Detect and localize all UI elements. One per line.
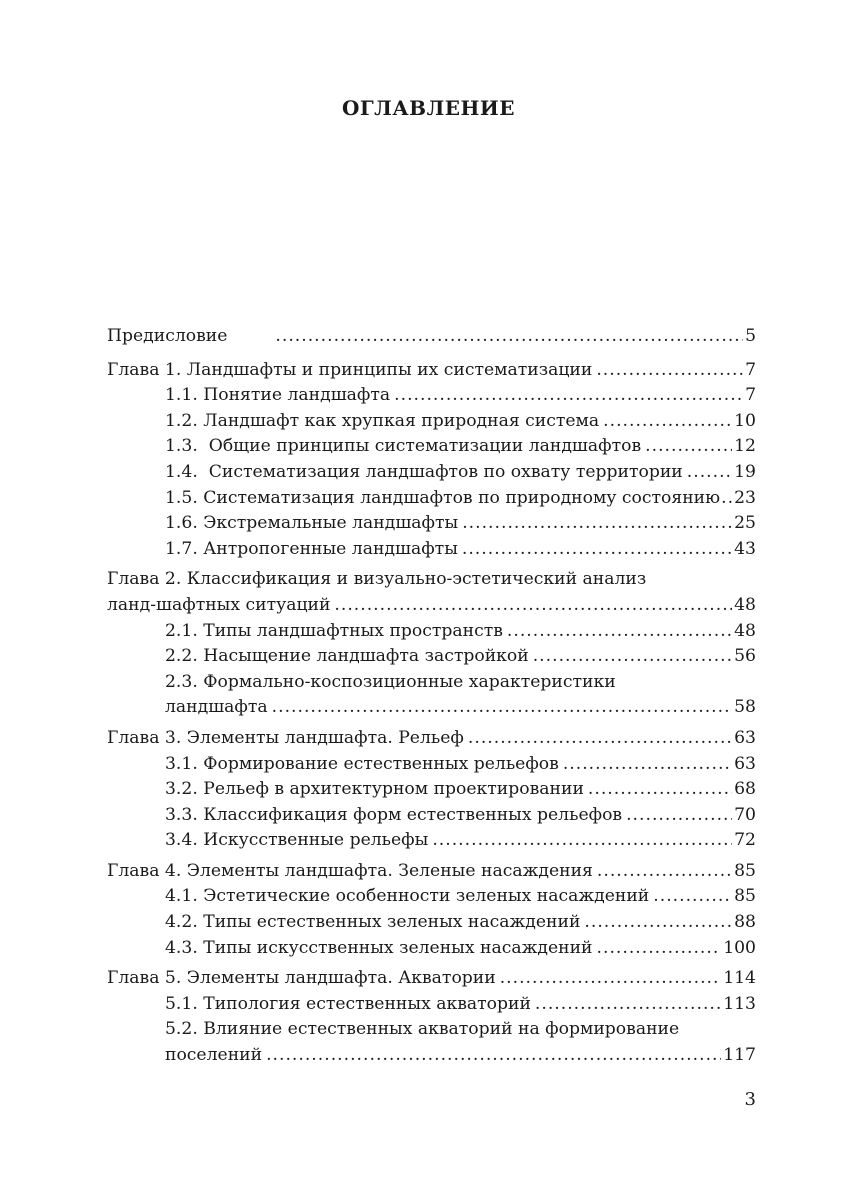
- dot-leader: [597, 859, 732, 885]
- toc-entry-label: 2.2. Насыщение ландшафта застройкой: [165, 646, 529, 667]
- toc-entry-page: 63: [734, 727, 756, 748]
- toc-section-5-2-line1[interactable]: [107, 1017, 756, 1043]
- toc-section-1-7[interactable]: [107, 537, 756, 563]
- toc-entry-page: 100: [723, 937, 756, 958]
- toc-section-1-6[interactable]: [107, 511, 756, 537]
- toc-entry-label: Глава 2. Классификация и визуально-эстетический анализ: [107, 569, 647, 590]
- toc-entry-page: 56: [734, 646, 756, 667]
- toc-entry-page: 113: [723, 993, 756, 1014]
- toc-entry-label: 1.2. Ландшафт как хрупкая природная система: [165, 410, 600, 431]
- toc-section-1-1[interactable]: [107, 383, 756, 409]
- dot-leader: [588, 777, 732, 803]
- toc-entry-label: 1.6. Экстремальные ландшафты: [165, 513, 459, 534]
- toc-entry-label: Глава 5. Элементы ландшафта. Акватории: [107, 968, 496, 989]
- toc-entry-label: 3.1. Формирование естественных рельефов: [165, 753, 559, 774]
- toc-entry-page: 48: [734, 620, 756, 641]
- toc-chapter-3[interactable]: [107, 726, 756, 752]
- toc-entry-label: Глава 1. Ландшафты и принципы их систематизации: [107, 359, 593, 380]
- toc-entry-label: 1.1. Понятие ландшафта: [165, 385, 391, 406]
- toc-entry-label: 3.4. Искусственные рельефы: [165, 830, 429, 851]
- dot-leader: [462, 511, 732, 537]
- dot-leader: [563, 752, 732, 778]
- dot-leader: [266, 1043, 721, 1069]
- toc-section-2-1[interactable]: [107, 619, 756, 645]
- toc-entry-page: 70: [734, 804, 756, 825]
- toc-entry-label: ланд-шафтных ситуаций: [107, 594, 331, 615]
- toc-entry-label: ландшафта: [165, 697, 268, 718]
- toc-entry-page: 114: [723, 968, 756, 989]
- toc-entry-page: 117: [723, 1045, 756, 1066]
- toc-chapter-4[interactable]: [107, 859, 756, 885]
- toc-entry-label: 5.2. Влияние естественных акваторий на формирование: [165, 1019, 680, 1040]
- toc-entry-page: 88: [734, 912, 756, 933]
- toc-entry-page: 72: [734, 830, 756, 851]
- toc-chapter-2[interactable]: [107, 593, 756, 619]
- dot-leader: [394, 383, 743, 409]
- toc-entry-label: 4.2. Типы естественных зеленых насаждений: [165, 912, 581, 933]
- toc-entry-page: 5: [745, 326, 756, 346]
- toc-entry-label: 1.4. Систематизация ландшафтов по охвату территории: [165, 461, 683, 482]
- dot-leader: [687, 460, 732, 486]
- dot-leader: [468, 726, 732, 752]
- toc-entry-label: 1.3. Общие принципы систематизации ландшафтов: [165, 436, 642, 457]
- toc-entry-label: 3.3. Классификация форм естественных рельефов: [165, 804, 623, 825]
- dot-leader: [500, 966, 721, 992]
- toc-section-3-4[interactable]: [107, 828, 756, 854]
- toc-entry-label: 1.5. Систематизация ландшафтов по природному состоянию: [165, 487, 721, 508]
- toc-entry-label: 1.7. Антропогенные ландшафты: [165, 538, 458, 559]
- toc-entry-page: 23: [734, 487, 756, 508]
- toc-entry-label: 2.1. Типы ландшафтных пространств: [165, 620, 503, 641]
- toc-entry-page: 58: [734, 697, 756, 718]
- toc-section-3-3[interactable]: [107, 803, 756, 829]
- dot-leader: [626, 803, 732, 829]
- dot-leader: [653, 884, 732, 910]
- toc-section-1-4[interactable]: [107, 460, 756, 486]
- toc-section-4-2[interactable]: [107, 910, 756, 936]
- toc-entry-page: 43: [734, 538, 756, 559]
- dot-leader: [533, 644, 732, 670]
- dot-leader: [584, 910, 732, 936]
- toc-entry-label: 4.3. Типы искусственных зеленых насаждений: [165, 937, 593, 958]
- page-title: ОГЛАВЛЕНИЕ: [341, 96, 516, 120]
- dot-leader: [597, 936, 722, 962]
- toc-section-2-3[interactable]: [107, 695, 756, 721]
- toc-section-1-3[interactable]: [107, 434, 756, 460]
- dot-leader: [507, 619, 732, 645]
- toc-section-5-2[interactable]: [107, 1043, 756, 1069]
- dot-leader: [272, 695, 732, 721]
- toc-entry-label: 3.2. Рельеф в архитектурном проектировании: [165, 779, 584, 800]
- toc-section-2-2[interactable]: [107, 644, 756, 670]
- toc-entry-label: Глава 3. Элементы ландшафта. Рельеф: [107, 727, 464, 748]
- toc-section-3-1[interactable]: [107, 752, 756, 778]
- toc-entry-page: 7: [745, 385, 756, 406]
- toc-section-4-1[interactable]: [107, 884, 756, 910]
- toc-entry-page: 7: [745, 359, 756, 380]
- toc-entry-page: 19: [734, 461, 756, 482]
- toc-entry-page: 10: [734, 410, 756, 431]
- toc-entry-label: 5.1. Типология естественных акваторий: [165, 993, 531, 1014]
- toc-entry-page: 85: [734, 860, 756, 881]
- toc-entry-page: 25: [734, 513, 756, 534]
- dot-leader: [275, 324, 743, 350]
- toc-chapter-5[interactable]: [107, 966, 756, 992]
- page-number: 3: [744, 1089, 756, 1110]
- dot-leader: [596, 358, 743, 384]
- toc-section-1-5[interactable]: [107, 486, 756, 512]
- dot-leader: [432, 828, 732, 854]
- toc-section-4-3[interactable]: [107, 936, 756, 962]
- dot-leader: [462, 537, 732, 563]
- toc-entry-label: 2.3. Формально-коспозиционные характеристики: [165, 671, 616, 692]
- dot-leader: [535, 992, 721, 1018]
- toc-entry-label: 4.1. Эстетические особенности зеленых насаждений: [165, 886, 650, 907]
- toc-section-2-3-line1[interactable]: [107, 670, 756, 696]
- dot-leader: [334, 593, 732, 619]
- toc-section-5-1[interactable]: [107, 992, 756, 1018]
- toc-entry-preface[interactable]: [107, 324, 756, 350]
- toc-section-1-2[interactable]: [107, 409, 756, 435]
- toc-entry-page: 63: [734, 753, 756, 774]
- toc-section-3-2[interactable]: [107, 777, 756, 803]
- toc-chapter-1[interactable]: [107, 358, 756, 384]
- dot-leader: [645, 434, 732, 460]
- toc-entry-page: 12: [734, 436, 756, 457]
- toc-entry-label: Предисловие: [107, 326, 228, 346]
- toc-chapter-2-line1[interactable]: [107, 567, 756, 593]
- toc-entry-label: поселений: [165, 1045, 263, 1066]
- toc-entry-page: 68: [734, 779, 756, 800]
- toc-entry-page: 85: [734, 886, 756, 907]
- dot-leader: [721, 486, 732, 512]
- toc-entry-page: 48: [734, 594, 756, 615]
- table-of-contents: [107, 324, 756, 1069]
- toc-entry-label: Глава 4. Элементы ландшафта. Зеленые насаждения: [107, 860, 593, 881]
- dot-leader: [603, 409, 732, 435]
